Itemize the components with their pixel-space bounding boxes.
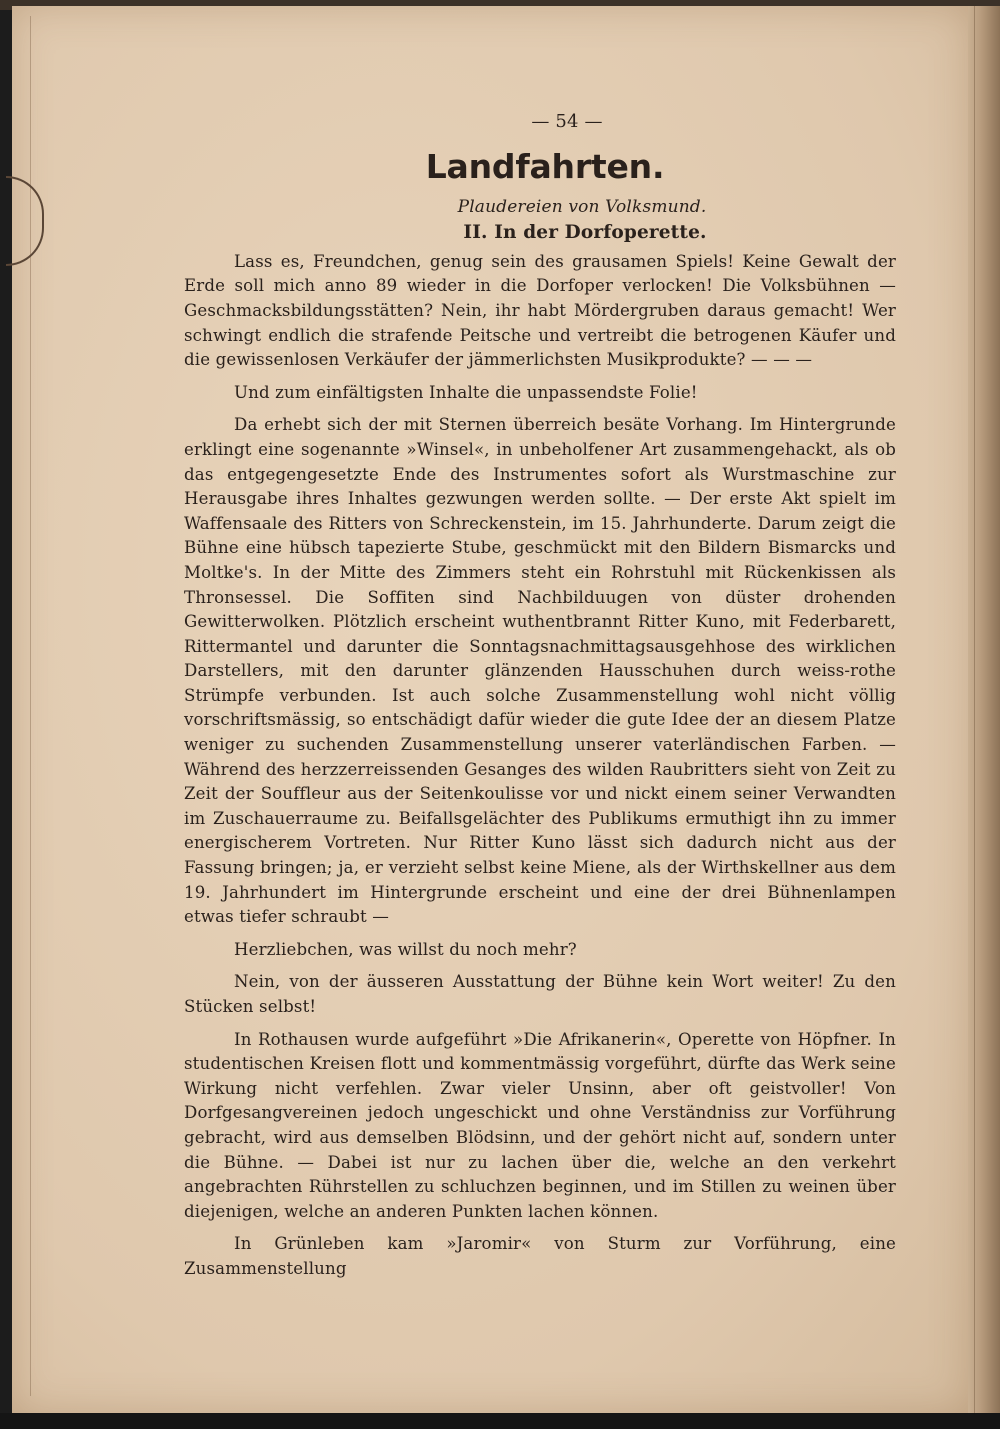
- section-heading: II. In der Dorfoperette.: [463, 222, 707, 244]
- page-number: — 54 —: [531, 111, 603, 132]
- binding-hole: [6, 176, 44, 266]
- page-title: Landfahrten.: [425, 146, 665, 186]
- paragraph: Lass es, Freundchen, genug sein des grausamen Spiels! Keine Gewalt der Erde soll mich anno 89 wieder in die Dorfoper verlocken! Die Volksbühnen — Geschmacksbildungsstätten? Nein, ihr habt Mördergruben daraus gemacht! Wer schwingt endlich die strafende Peitsche und vertreibt die betrogenen Käufer und die gewissenlosen Verkäufer der jämmerlichsten Musikprodukte? — — —: [184, 251, 896, 370]
- paragraph: Und zum einfältigsten Inhalte die unpassendste Folie!: [234, 382, 698, 402]
- scanner-bottom-edge: [0, 1413, 1000, 1429]
- page-stack-edge: [968, 6, 1000, 1414]
- paragraph: In Rothausen wurde aufgeführt »Die Afrikanerin«, Operette von Höpfner. In studentischen Kreisen flott und kommentmässig vorgeführt, dürfte das Werk seine Wirkung nicht verfehlen. Zwar vieler Unsinn, aber oft geistvoller! Von Dorfgesangvereinen jedoch ungeschickt und ohne Verständniss zur Vorführung gebracht, wird aus demselben Blödsinn, und der gehört nicht auf, sondern unter die Bühne. — Dabei ist nur zu lachen über die, welche an den verkehrt angebrachten Rührstellen zu schluchzen beginnen, und im Stillen zu weinen über diejenigen, welche an anderen Punkten lachen können.: [184, 1029, 896, 1221]
- page-text-block: [184, 110, 896, 1286]
- page-subtitle: Plaudereien von Volksmund.: [457, 196, 707, 217]
- paragraph: In Grünleben kam »Jaromir« von Sturm zur Vorführung, eine Zusammenstellung: [184, 1234, 896, 1278]
- paragraph: Herzliebchen, was willst du noch mehr?: [234, 939, 577, 959]
- paragraph: Nein, von der äusseren Ausstattung der Bühne kein Wort weiter! Zu den Stücken selbst!: [184, 972, 896, 1016]
- paragraph: Da erhebt sich der mit Sternen überreich besäte Vorhang. Im Hintergrunde erklingt eine sogenannte »Winsel«, in unbeholfener Art zusammengehackt, als ob das entgegengesetzte Ende des Instrumentes sofort als Wurstmaschine zur Herausgabe ihres Inhaltes gezwungen werden sollte. — Der erste Akt spielt im Waffensaale des Ritters von Schreckenstein, im 15. Jahrhunderte. Darum zeigt die Bühne eine hübsch tapezierte Stube, geschmückt mit den Bildern Bismarcks und Moltke's. In der Mitte des Zimmers steht ein Rohrstuhl mit Rückenkissen als Thronsessel. Die Soffiten sind Nachbilduugen von düster drohenden Gewitterwolken. Plötzlich erscheint wuthentbrannt Ritter Kuno, mit Federbarett, Rittermantel und darunter die Sonntagsnachmittagsausgehhose des wirklichen Darstellers, mit den darunter glänzenden Hausschuhen durch weiss-rothe Strümpfe verbunden. Ist auch solche Zusammenstellung wohl nicht völlig vorschriftsmässig, so entschädigt dafür wieder die gute Idee der an diesem Platze weniger zu suchenden Zusammenstellung unserer vaterländischen Farben. — Während des herzzerreissenden Gesanges des wilden Raubritters sieht von Zeit zu Zeit der Souffleur aus der Seitenkoulisse vor und nickt einem seiner Verwandten im Zuschauerraume zu. Beifallsgelächter des Publikums ermuthigt ihn zu immer energischerem Vortreten. Nur Ritter Kuno lässt sich dadurch nicht aus der Fassung bringen; ja, er verzieht selbst keine Miene, als der Wirthskellner aus dem 19. Jahrhundert im Hintergrunde erscheint und eine der drei Bühnenlampen etwas tiefer schraubt —: [184, 415, 896, 927]
